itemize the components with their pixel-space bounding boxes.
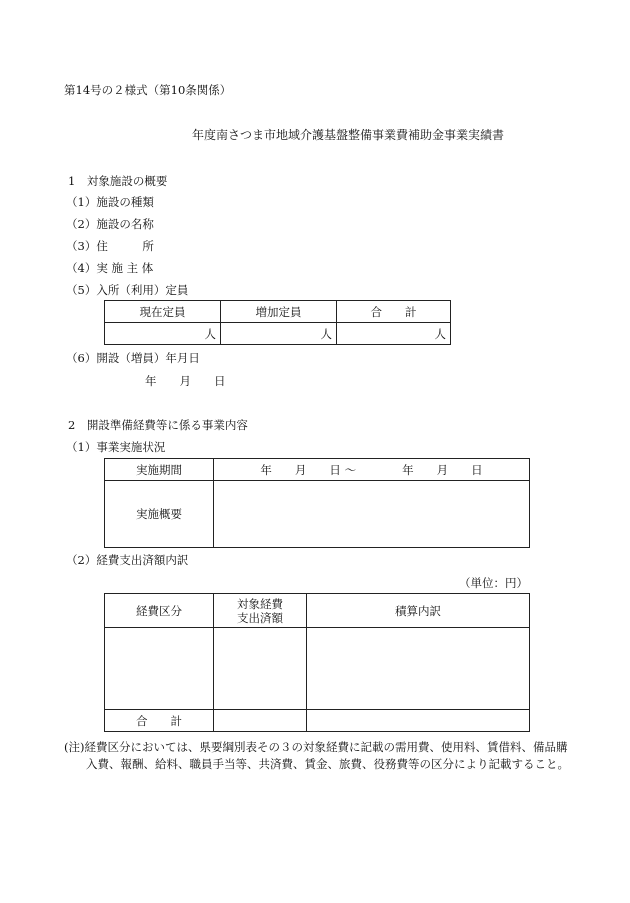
note-line-1: (注)経費区分においては、県要綱別表その３の対象経費に記載の需用費、使用料、賃借料、備品購 [64,740,568,754]
unit-note: （単位：円） [459,576,528,590]
section2-heading: 2 開設準備経費等に係る事業内容 [68,418,248,432]
header-target-expense-line1: 対象経費 [237,596,283,611]
header-added-capacity: 増加定員 [221,301,337,323]
total-details-cell [307,710,530,732]
item-capacity: （5）入所（利用）定員 [66,283,189,297]
implementation-table [104,458,530,548]
header-target-expense-line2: 支出済額 [237,610,283,625]
calculation-details-cell [307,628,530,710]
item-address: （3）住 所 [66,239,154,253]
section1-heading: 1 対象施設の概要 [68,174,168,188]
form-id: 第14号の２様式（第10条関係） [64,83,232,97]
item-facility-type: （1）施設の種類 [66,195,154,209]
item-expense-breakdown: （2）経費支出済額内訳 [66,553,189,567]
item-facility-name: （2）施設の名称 [66,217,154,231]
header-target-expense [214,594,307,628]
capacity-table [104,300,451,345]
header-expense-category: 経費区分 [105,594,214,628]
target-expense-cell [214,628,307,710]
header-calculation-details: 積算内訳 [307,594,530,628]
total-capacity-unit: 人 [337,323,451,345]
item-opening-date: （6）開設（増員）年月日 [66,351,200,365]
expense-table [104,593,530,732]
period-label: 実施期間 [105,459,214,481]
item-operator: （4）実 施 主 体 [66,261,154,275]
period-value: 年 月 日 ～ 年 月 日 [214,459,530,481]
header-total-capacity: 合 計 [337,301,451,323]
added-capacity-unit: 人 [221,323,337,345]
current-capacity-unit: 人 [105,323,221,345]
document-title: 年度南さつま市地域介護基盤整備事業費補助金事業実績書 [192,128,505,142]
opening-date-value: 年 月 日 [145,374,226,388]
total-expense-cell [214,710,307,732]
summary-label: 実施概要 [105,481,214,548]
total-label: 合 計 [105,710,214,732]
expense-category-cell [105,628,214,710]
summary-value [214,481,530,548]
header-current-capacity: 現在定員 [105,301,221,323]
note-line-2: 入費、報酬、給料、職員手当等、共済費、賃金、旅費、役務費等の区分により記載すること。 [86,757,569,771]
item-implementation-status: （1）事業実施状況 [66,440,166,454]
